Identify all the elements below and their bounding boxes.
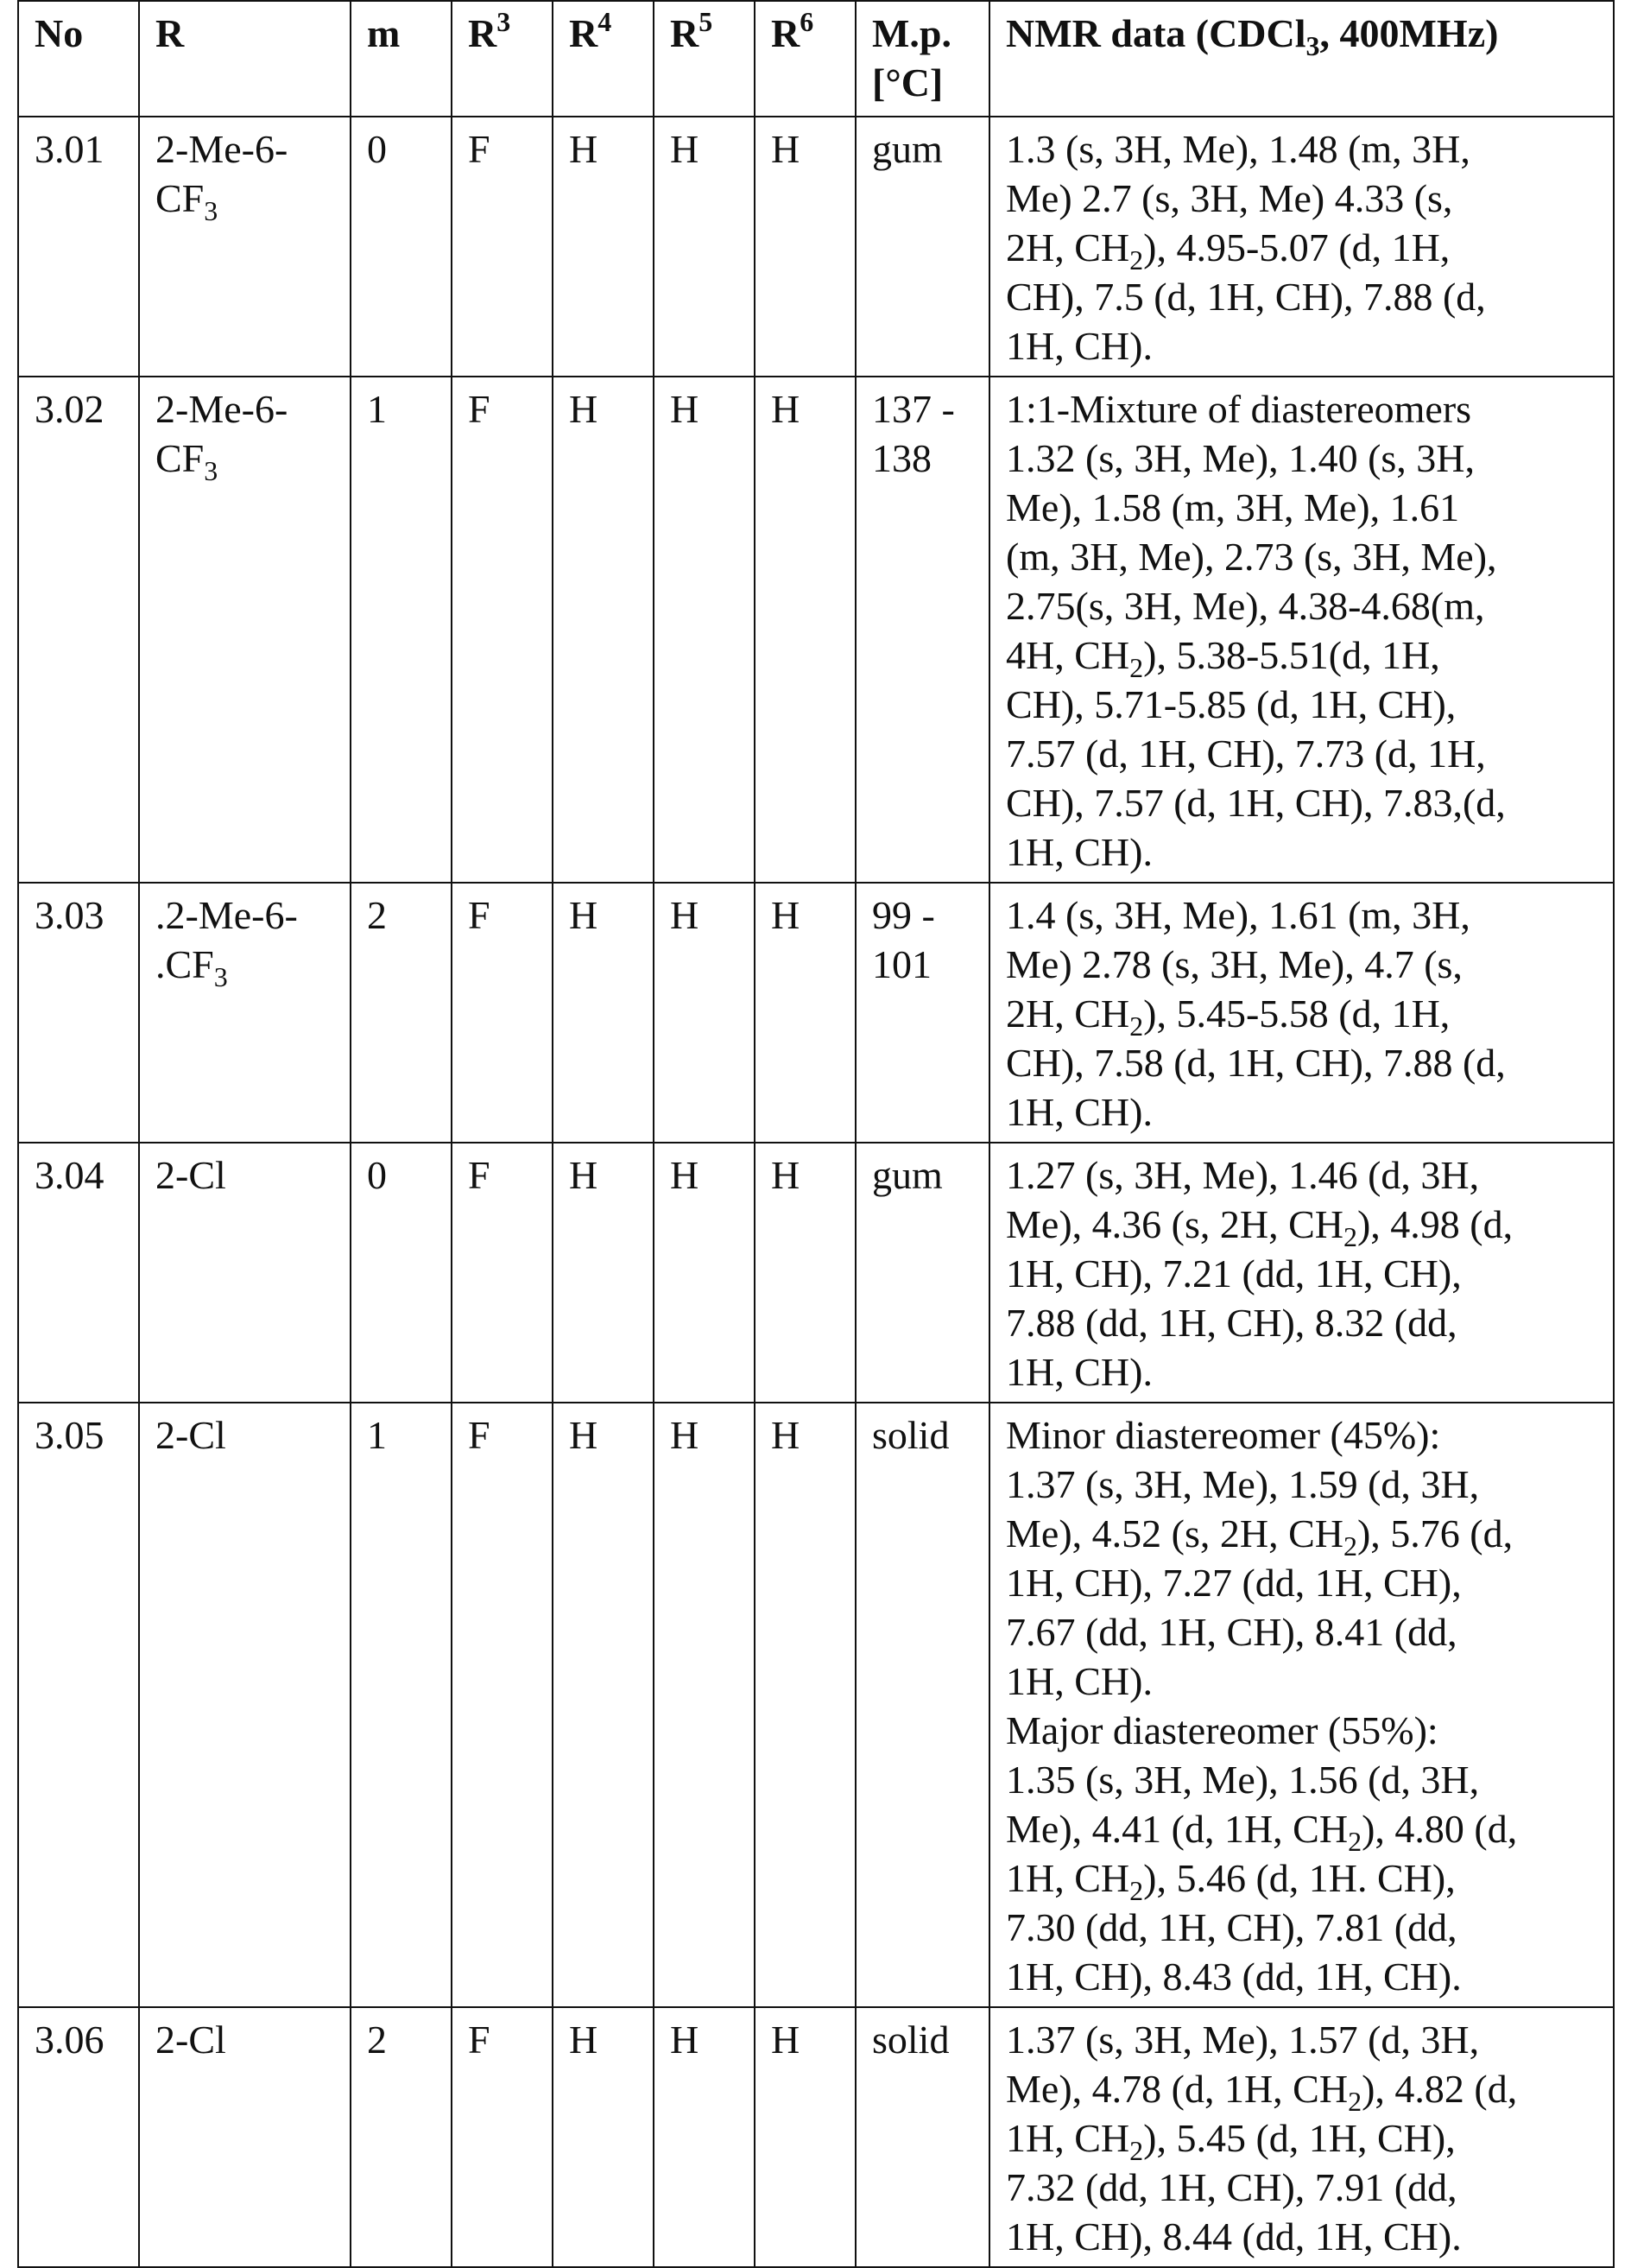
table-row	[18, 1143, 1614, 1403]
cell-r3: F	[452, 117, 553, 377]
cell-r6: H	[755, 377, 856, 883]
cell-no: 3.03	[18, 883, 139, 1143]
cell-r: 2-Cl	[139, 2007, 351, 2267]
cell-nmr-data: 1:1-Mixture of diastereomers 1.32 (s, 3H, Me), 1.40 (s, 3H, Me), 1.58 (m, 3H, Me), 1.61 (m, 3H, Me), 2.73 (s, 3H, Me), 2.75(s, 3H, Me), 4.38-4.68(m, 4H, CH2), 5.38-5.51(d, 1H, CH), 5.71-5.85 (d, 1H, CH), 7.57 (d, 1H, CH), 7.73 (d, 1H, CH), 7.57 (d, 1H, CH), 7.83,(d, 1H, CH).	[989, 377, 1614, 883]
cell-r: 2-Cl	[139, 1403, 351, 2007]
cell-nmr-data: 1.4 (s, 3H, Me), 1.61 (m, 3H, Me) 2.78 (s, 3H, Me), 4.7 (s, 2H, CH2), 5.45-5.58 (d, 1H, CH), 7.58 (d, 1H, CH), 7.88 (d, 1H, CH).	[989, 883, 1614, 1143]
cell-melting-point: gum	[856, 117, 989, 377]
cell-m: 2	[351, 2007, 452, 2267]
cell-melting-point: solid	[856, 2007, 989, 2267]
cell-r4: H	[553, 2007, 654, 2267]
header-r5: R5	[654, 1, 755, 117]
cell-r: 2-Me-6- CF3	[139, 377, 351, 883]
header-no: No	[18, 1, 139, 117]
cell-melting-point: 99 - 101	[856, 883, 989, 1143]
cell-no: 3.02	[18, 377, 139, 883]
cell-no: 3.01	[18, 117, 139, 377]
cell-m: 0	[351, 1143, 452, 1403]
cell-r6: H	[755, 1403, 856, 2007]
cell-melting-point: 137 - 138	[856, 377, 989, 883]
cell-r5: H	[654, 2007, 755, 2267]
cell-m: 0	[351, 117, 452, 377]
header-nmr-data: NMR data (CDCl3, 400MHz)	[989, 1, 1614, 117]
cell-r3: F	[452, 1143, 553, 1403]
cell-r: 2-Me-6- CF3	[139, 117, 351, 377]
cell-r5: H	[654, 117, 755, 377]
cell-r6: H	[755, 883, 856, 1143]
cell-r6: H	[755, 2007, 856, 2267]
cell-r5: H	[654, 1403, 755, 2007]
table-row	[18, 117, 1614, 377]
cell-m: 2	[351, 883, 452, 1143]
cell-nmr-data: 1.3 (s, 3H, Me), 1.48 (m, 3H, Me) 2.7 (s, 3H, Me) 4.33 (s, 2H, CH2), 4.95-5.07 (d, 1H, CH), 7.5 (d, 1H, CH), 7.88 (d, 1H, CH).	[989, 117, 1614, 377]
compound-table	[17, 0, 1615, 2268]
cell-r3: F	[452, 377, 553, 883]
cell-nmr-data: 1.37 (s, 3H, Me), 1.57 (d, 3H, Me), 4.78 (d, 1H, CH2), 4.82 (d, 1H, CH2), 5.45 (d, 1H, CH), 7.32 (dd, 1H, CH), 7.91 (dd, 1H, CH), 8.44 (dd, 1H, CH).	[989, 2007, 1614, 2267]
header-r4: R4	[553, 1, 654, 117]
cell-r6: H	[755, 1143, 856, 1403]
cell-no: 3.05	[18, 1403, 139, 2007]
cell-no: 3.04	[18, 1143, 139, 1403]
table-row	[18, 883, 1614, 1143]
header-r6: R6	[755, 1, 856, 117]
table-row	[18, 2007, 1614, 2267]
cell-r5: H	[654, 1143, 755, 1403]
cell-melting-point: solid	[856, 1403, 989, 2007]
cell-r4: H	[553, 883, 654, 1143]
cell-r4: H	[553, 1143, 654, 1403]
cell-r4: H	[553, 1403, 654, 2007]
cell-r4: H	[553, 377, 654, 883]
cell-r3: F	[452, 2007, 553, 2267]
header-r3: R3	[452, 1, 553, 117]
cell-melting-point: gum	[856, 1143, 989, 1403]
table-row	[18, 377, 1614, 883]
document-page	[17, 0, 1615, 2268]
header-melting-point: M.p. [°C]	[856, 1, 989, 117]
cell-no: 3.06	[18, 2007, 139, 2267]
cell-m: 1	[351, 377, 452, 883]
header-r: R	[139, 1, 351, 117]
cell-r: 2-Cl	[139, 1143, 351, 1403]
cell-r: .2-Me-6- .CF3	[139, 883, 351, 1143]
header-row	[18, 1, 1614, 117]
cell-nmr-data: 1.27 (s, 3H, Me), 1.46 (d, 3H, Me), 4.36 (s, 2H, CH2), 4.98 (d, 1H, CH), 7.21 (dd, 1H, CH), 7.88 (dd, 1H, CH), 8.32 (dd, 1H, CH).	[989, 1143, 1614, 1403]
table-row	[18, 1403, 1614, 2007]
cell-r5: H	[654, 883, 755, 1143]
cell-nmr-data: Minor diastereomer (45%): 1.37 (s, 3H, Me), 1.59 (d, 3H, Me), 4.52 (s, 2H, CH2), 5.76 (d, 1H, CH), 7.27 (dd, 1H, CH), 7.67 (dd, 1H, CH), 8.41 (dd, 1H, CH). Major diastereomer (55%): 1.35 (s, 3H, Me), 1.56 (d, 3H, Me), 4.41 (d, 1H, CH2), 4.80 (d, 1H, CH2), 5.46 (d, 1H. CH), 7.30 (dd, 1H, CH), 7.81 (dd, 1H, CH), 8.43 (dd, 1H, CH).	[989, 1403, 1614, 2007]
header-m: m	[351, 1, 452, 117]
cell-r3: F	[452, 883, 553, 1143]
cell-r6: H	[755, 117, 856, 377]
cell-m: 1	[351, 1403, 452, 2007]
cell-r4: H	[553, 117, 654, 377]
cell-r5: H	[654, 377, 755, 883]
cell-r3: F	[452, 1403, 553, 2007]
